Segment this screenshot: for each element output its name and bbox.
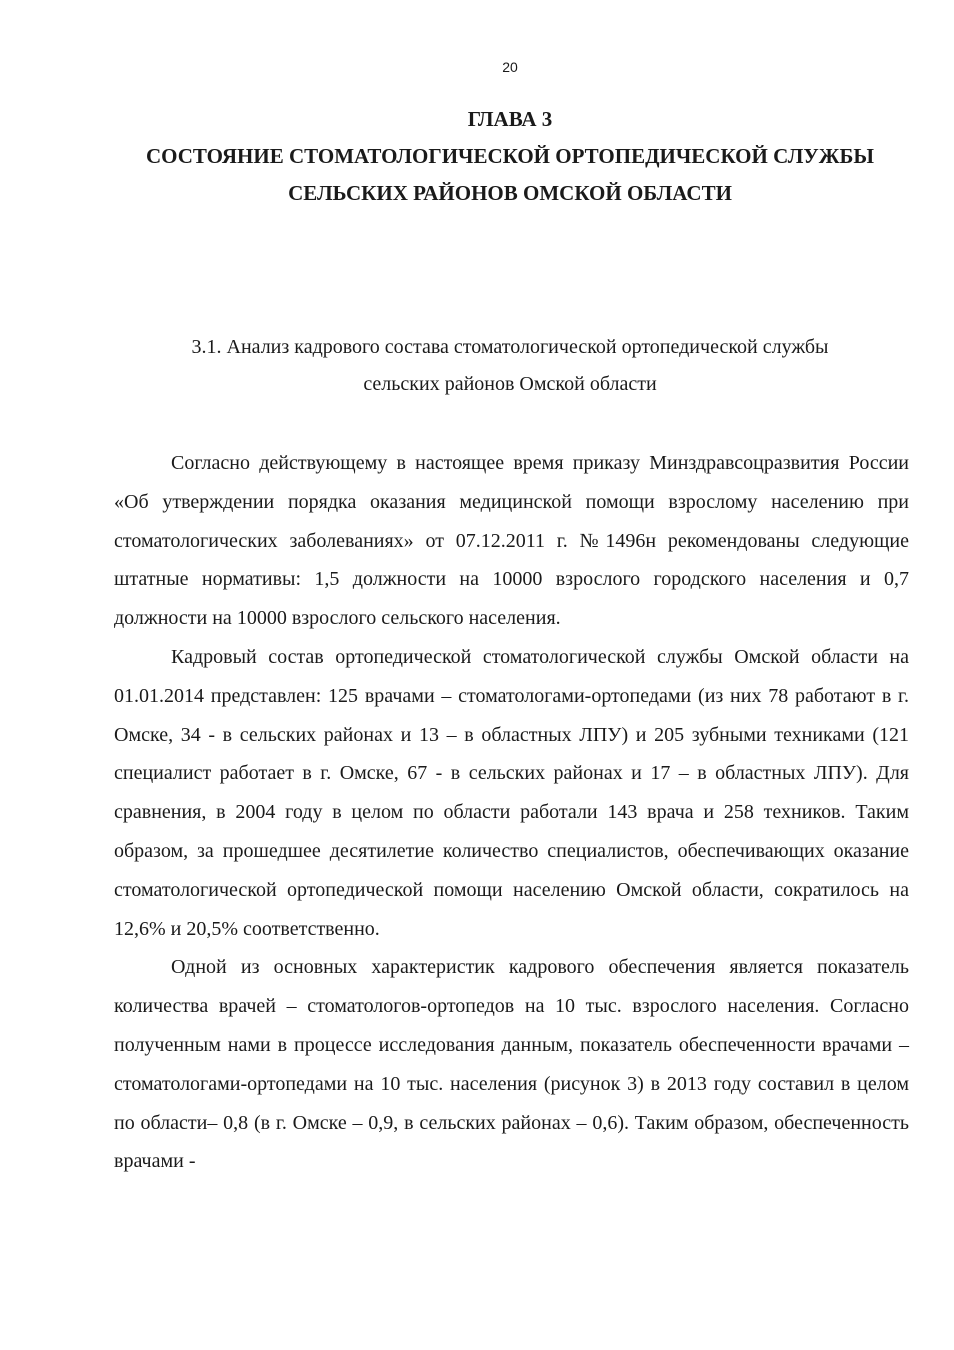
chapter-label: ГЛАВА 3	[467, 107, 553, 131]
chapter-heading	[100, 101, 920, 212]
section-title-line-1: 3.1. Анализ кадрового состава стоматологической ортопедической службы	[191, 336, 829, 358]
chapter-title-line-1: СОСТОЯНИЕ СТОМАТОЛОГИЧЕСКОЙ ОРТОПЕДИЧЕСКОЙ СЛУЖБЫ	[145, 144, 875, 168]
paragraph: Согласно действующему в настоящее время приказу Минздравсоцразвития России «Об утверждении порядка оказания медицинской помощи взрослому населению при стоматологических заболеваниях» от 07.12.2011 г. №1496н рекомендованы следующие штатные нормативы: 1,5 должности на 10000 взрослого городского населения и 0,7 должности на 10000 взрослого сельского населения.	[114, 452, 909, 630]
body-text	[114, 444, 909, 1181]
paragraph: Одной из основных характеристик кадрового обеспечения является показатель количества врачей – стоматологов-ортопедов на 10 тыс. взрослого населения. Согласно полученным нами в процессе исследования данным, показатель обеспеченности врачами – стоматологами-ортопедами на 10 тыс. населения (рисунок 3) в 2013 году составил в целом по области– 0,8 (в г. Омске – 0,9, в сельских районах – 0,6). Таким образом, обеспеченность врачами -	[114, 956, 909, 1173]
page-number: 20	[502, 59, 518, 75]
section-title-line-2: сельских районов Омской области	[363, 373, 657, 395]
chapter-title-line-2: СЕЛЬСКИХ РАЙОНОВ ОМСКОЙ ОБЛАСТИ	[288, 181, 732, 205]
section-heading	[100, 329, 920, 403]
paragraph: Кадровый состав ортопедической стоматологической службы Омской области на 01.01.2014 представлен: 125 врачами – стоматологами-ортопедами (из них 78 работают в г. Омске, 34 - в сельских районах и 13 – в областных ЛПУ) и 205 зубными техниками (121 специалист работает в г. Омске, 67 - в сельских районах и 17 – в областных ЛПУ). Для сравнения, в 2004 году в целом по области работали 143 врача и 258 техников. Таким образом, за прошедшее десятилетие количество специалистов, обеспечивающих оказание стоматологической ортопедической помощи населению Омской области, сократилось на 12,6% и 20,5% соответственно.	[114, 645, 909, 940]
